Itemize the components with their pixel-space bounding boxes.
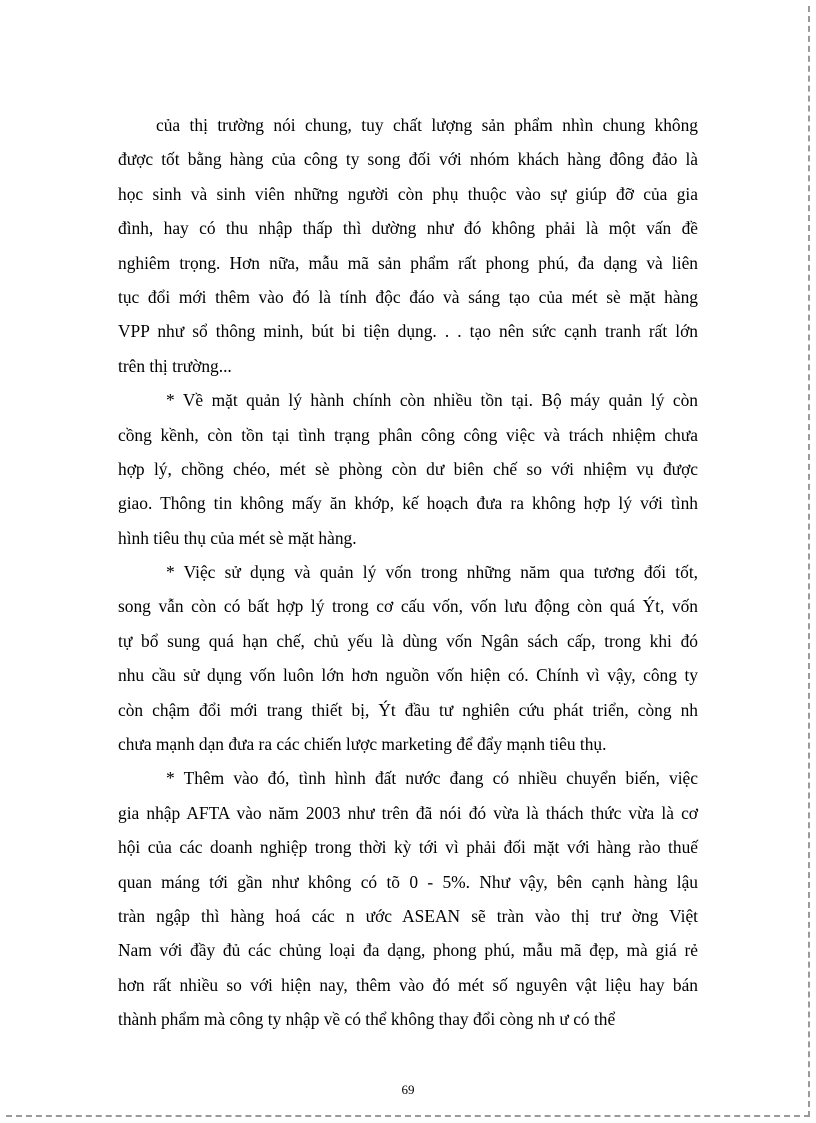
text-line: trên thị trường... (118, 355, 232, 376)
text-line: chưa mạnh dạn đưa ra các chiến lược marketing để đẩy mạnh tiêu thụ. (118, 734, 607, 755)
text-line: tràn ngập thì hàng hoá các n ước ASEAN sẽ tràn vào thị trư ờng Việt (118, 905, 698, 926)
text-line: VPP như sổ thông minh, bút bi tiện dụng. . . tạo nên sức cạnh tranh rất lớn (118, 321, 698, 342)
text-line: còn chậm đổi mới trang thiết bị, Ýt đầu tư nghiên cứu phát triển, còng nh (118, 699, 698, 720)
text-line: quan máng tới gần như không có tõ 0 - 5%. Như vậy, bên cạnh hàng lậu (118, 871, 698, 892)
text-line: được tốt bằng hàng của công ty song đối với nhóm khách hàng đông đảo là (118, 149, 698, 170)
text-line: Nam với đầy đủ các chủng loại đa dạng, phong phú, mẫu mã đẹp, mà giá rẻ (118, 940, 698, 961)
text-line: hình tiêu thụ của mét sè mặt hàng. (118, 527, 357, 548)
page-border-right (807, 6, 810, 1117)
text-line: hội của các doanh nghiệp trong thời kỳ tới vì phải đối mặt với hàng rào thuế (118, 837, 698, 858)
text-line: học sinh và sinh viên những người còn phụ thuộc vào sự giúp đỡ của gia (118, 183, 698, 204)
text-line: nhu cầu sử dụng vốn luôn lớn hơn nguồn vốn hiện có. Chính vì vậy, công ty (118, 665, 698, 686)
text-line: nghiêm trọng. Hơn nữa, mẫu mã sản phẩm rất phong phú, đa dạng và liên (118, 252, 698, 273)
text-line: của thị trường nói chung, tuy chất lượng sản phẩm nhìn chung không (156, 115, 698, 135)
text-line: giao. Thông tin không mấy ăn khớp, kế hoạch đưa ra không hợp lý với tình (118, 493, 698, 514)
text-line: hợp lý, chồng chéo, mét sè phòng còn dư biên chế so với nhiệm vụ được (118, 458, 698, 479)
text-line: tục đổi mới thêm vào đó là tính độc đáo và sáng tạo của mét sè mặt hàng (118, 286, 698, 307)
text-line: gia nhập AFTA vào năm 2003 như trên đã nói đó vừa là thách thức vừa là cơ (118, 802, 698, 823)
document-body (118, 108, 698, 1037)
text-line: tự bổ sung quá hạn chế, chủ yếu là dùng vốn Ngân sách cấp, trong khi đó (118, 630, 698, 651)
paragraph-start: * Về mặt quản lý hành chính còn nhiều tồn tại. Bộ máy quản lý còn (166, 390, 698, 411)
text-line: cồng kềnh, còn tồn tại tình trạng phân công công việc và trách nhiệm chưa (118, 424, 698, 445)
paragraph-start: * Việc sử dụng và quản lý vốn trong những năm qua tương đối tốt, (166, 562, 698, 583)
page-number: 69 (401, 1082, 415, 1097)
page-border-bottom (6, 1115, 810, 1117)
paragraph-start: * Thêm vào đó, tình hình đất nước đang có nhiều chuyển biến, việc (166, 768, 698, 789)
text-line: hơn rất nhiều so với hiện nay, thêm vào đó mét số nguyên vật liệu hay bán (118, 974, 698, 995)
text-line: thành phẩm mà công ty nhập về có thể không thay đổi còng nh ư có thể (118, 1009, 616, 1030)
text-line: song vẫn còn có bất hợp lý trong cơ cấu vốn, vốn lưu động còn quá Ýt, vốn (118, 596, 698, 617)
text-line: đình, hay có thu nhập thấp thì dường như đó không phải là một vấn đề (118, 218, 698, 239)
